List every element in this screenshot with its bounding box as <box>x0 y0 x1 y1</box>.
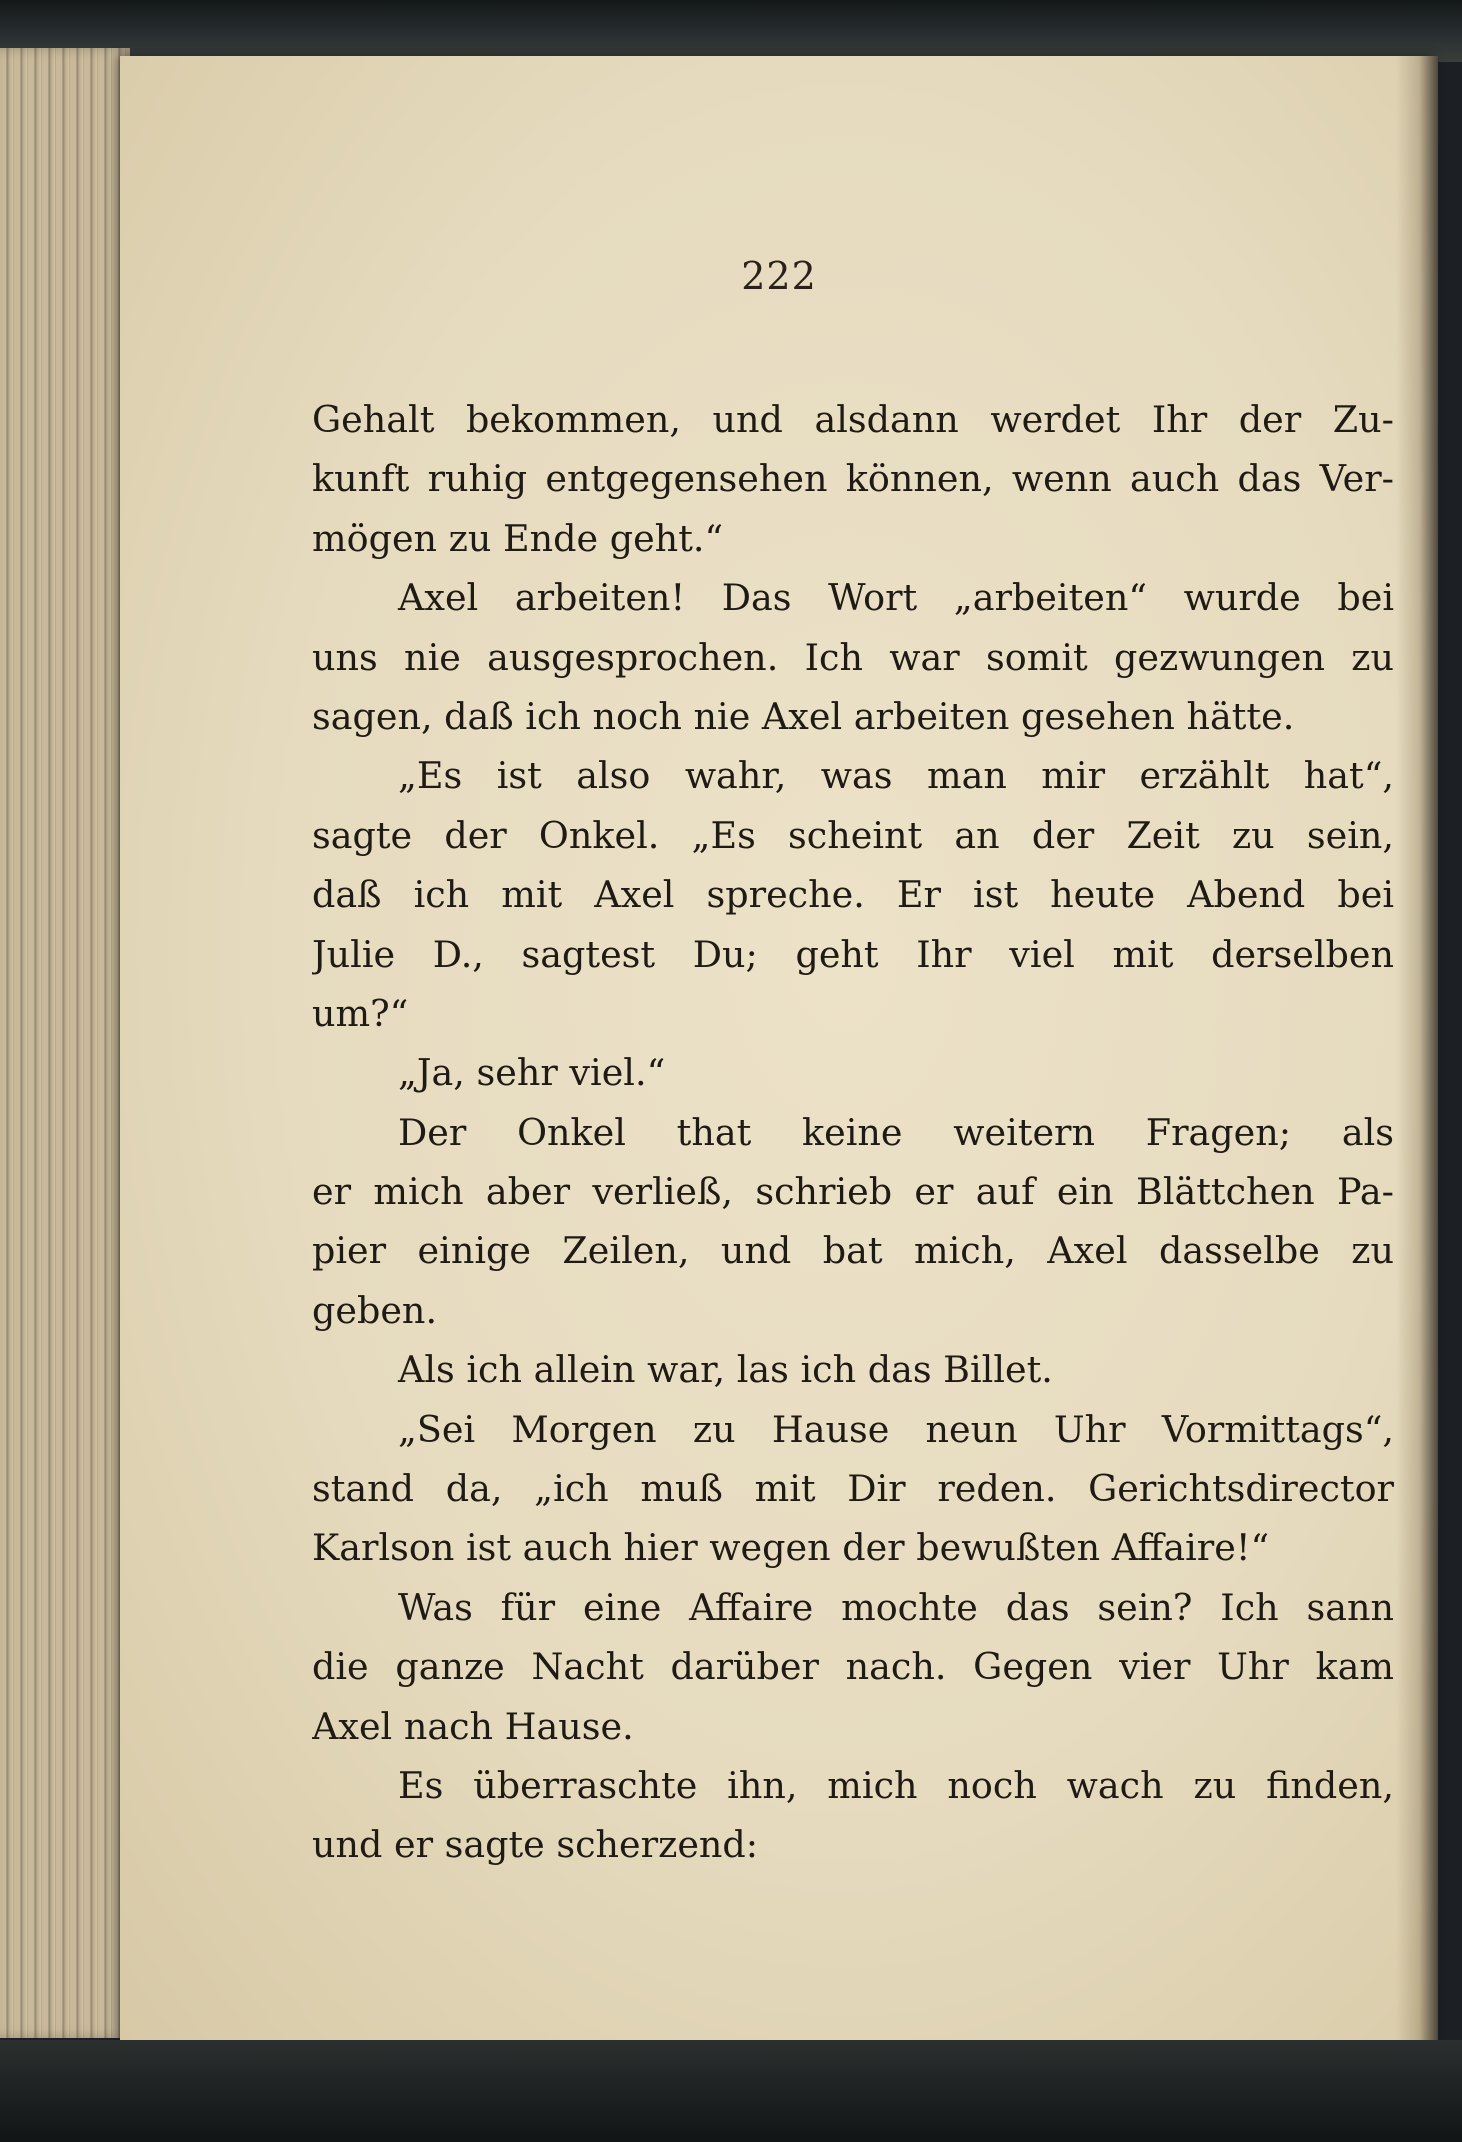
text-line: uns nie ausgesprochen. Ich war somit gezwungen zu <box>312 635 1394 679</box>
text-line: „Es ist also wahr, was man mir erzählt hat“, <box>398 754 1394 798</box>
text-line: Als ich allein war, las ich das Billet. <box>398 1348 1053 1392</box>
text-line: Es überraschte ihn, mich noch wach zu finden, <box>398 1763 1394 1807</box>
text-line: geben. <box>312 1288 438 1332</box>
book-page <box>120 56 1438 2042</box>
text-line: Axel nach Hause. <box>312 1704 634 1748</box>
text-line: Karlson ist auch hier wegen der bewußten Affaire!“ <box>312 1526 1270 1570</box>
page-number: 222 <box>741 254 817 298</box>
text-line: kunft ruhig entgegensehen können, wenn auch das Ver- <box>312 457 1394 501</box>
text-line: sagen, daß ich noch nie Axel arbeiten gesehen hätte. <box>312 694 1295 738</box>
text-line: Was für eine Affaire mochte das sein? Ich sann <box>398 1585 1394 1629</box>
text-line: die ganze Nacht darüber nach. Gegen vier Uhr kam <box>312 1645 1394 1689</box>
text-line: Axel arbeiten! Das Wort „arbeiten“ wurde bei <box>398 576 1394 620</box>
text-line: sagte der Onkel. „Es scheint an der Zeit zu sein, <box>312 813 1394 857</box>
text-line: Julie D., sagtest Du; geht Ihr viel mit derselben <box>312 932 1394 976</box>
text-line: um?“ <box>312 991 409 1035</box>
scanner-background-top <box>0 0 1462 62</box>
text-line: daß ich mit Axel spreche. Er ist heute Abend bei <box>312 873 1394 917</box>
text-line: pier einige Zeilen, und bat mich, Axel dasselbe zu <box>312 1229 1394 1273</box>
text-line: stand da, „ich muß mit Dir reden. Gerichtsdirector <box>312 1467 1394 1511</box>
text-line: er mich aber verließ, schrieb er auf ein Blättchen Pa- <box>312 1170 1394 1214</box>
body-text <box>312 390 1394 1875</box>
text-line: „Sei Morgen zu Hause neun Uhr Vormittags“, <box>398 1407 1394 1451</box>
text-line: Der Onkel that keine weitern Fragen; als <box>398 1110 1394 1154</box>
binding-shadow <box>1396 56 1438 2042</box>
text-line: „Ja, sehr viel.“ <box>398 1051 666 1095</box>
page-edges-stack <box>0 48 130 2038</box>
text-line: und er sagte scherzend: <box>312 1823 759 1867</box>
scanner-background-bottom <box>0 2040 1462 2142</box>
text-line: mögen zu Ende geht.“ <box>312 516 724 560</box>
text-line: Gehalt bekommen, und alsdann werdet Ihr der Zu- <box>312 398 1394 441</box>
